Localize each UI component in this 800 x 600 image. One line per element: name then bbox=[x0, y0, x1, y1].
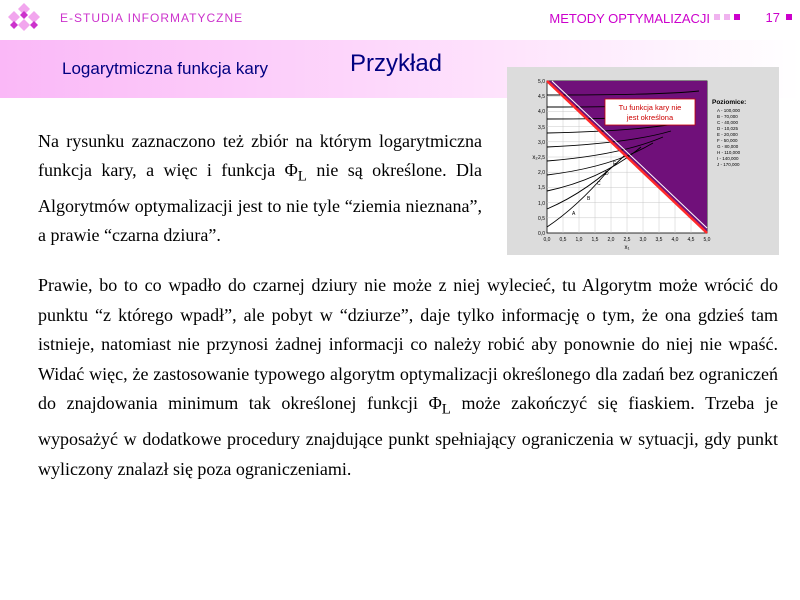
legend-entry: D - 10,025 bbox=[717, 126, 739, 131]
x-tick-label: 2,0 bbox=[607, 237, 615, 243]
legend-entry: J - 170,000 bbox=[717, 162, 740, 167]
contour-figure bbox=[507, 67, 779, 255]
y-tick-label: 2,0 bbox=[538, 170, 545, 176]
y-tick-label: 4,0 bbox=[538, 109, 545, 115]
y-tick-label: 1,5 bbox=[538, 185, 545, 191]
contour-plot bbox=[507, 67, 779, 255]
curve-letter: A bbox=[572, 211, 576, 217]
paragraph-intro-part2: nie są określone. Dla Algorytmów optymalizacji jest to nie tyle “ziemia nieznana”, a prawie “czarna dziura”. bbox=[38, 160, 482, 245]
legend-entry: G - 80,000 bbox=[717, 144, 739, 149]
y-tick-label: 3,5 bbox=[538, 125, 545, 131]
paragraph-main-part2: może zakończyć się fiaskiem. Trzeba je wyposażyć w dodatkowe procedury znajdujące punkt spełniający ograniczenia w sytuacji, gdy punkt wyliczony znalazł się poza ograniczeniami. bbox=[38, 393, 779, 479]
x-tick-label: 5,0 bbox=[703, 237, 711, 243]
x-tick-label: 0,0 bbox=[543, 237, 551, 243]
brand-name: E-STUDIA INFORMATYCZNE bbox=[60, 11, 244, 25]
slide-header bbox=[0, 0, 800, 40]
curve-letter: D bbox=[605, 171, 609, 177]
estudia-logo-icon bbox=[4, 2, 44, 36]
y-tick-label: 2,5 bbox=[538, 155, 545, 161]
y-tick-label: 0,0 bbox=[538, 231, 545, 237]
paragraph-main bbox=[38, 271, 778, 484]
page-number-dot bbox=[786, 14, 792, 20]
paragraph-main-part1: Prawie, bo to co wpadło do czarnej dziury nie może z niej wylecieć, tu Algorytm może wrócić do punktu “z którego wpadł”, ale pobyt w “dziurze”, daje tylko informację o tym, że ona gdzieś tam istnieje, natomiast nie przynosi żadnej informacji co należy robić aby ponownie do niej nie wpaść. Widać więc, że zastosowanie typowego algorytm optymalizacji określonego dla zadań bez ograniczeń do znajdowania minimum tak określonej funkcji Φ bbox=[38, 275, 778, 413]
x-axis-label: x₁ bbox=[624, 245, 630, 251]
legend-entry: H - 110,000 bbox=[717, 150, 741, 155]
slide-title: Przykład bbox=[350, 50, 443, 77]
y-tick-label: 3,0 bbox=[538, 140, 545, 146]
phi-subscript: L bbox=[297, 168, 307, 185]
legend-entry: A - 100,000 bbox=[717, 108, 741, 113]
legend-entry: C - 40,000 bbox=[717, 120, 739, 125]
x-tick-label: 3,5 bbox=[655, 237, 663, 243]
x-tick-label: 1,5 bbox=[591, 237, 599, 243]
page-number: 17 bbox=[765, 10, 780, 25]
y-tick-label: 5,0 bbox=[538, 79, 545, 85]
x-tick-label: 1,0 bbox=[575, 237, 583, 243]
course-title: METODY OPTYMALIZACJI bbox=[549, 11, 710, 26]
progress-dot bbox=[734, 14, 740, 20]
x-tick-label: 0,5 bbox=[559, 237, 567, 243]
curve-letter: C bbox=[597, 181, 601, 187]
y-axis-label: x₂ bbox=[532, 155, 538, 161]
paragraph-intro bbox=[38, 127, 482, 250]
x-tick-label: 4,0 bbox=[671, 237, 679, 243]
paragraph-intro-part1: Na rysunku zaznaczono też zbiór na którym logarytmiczna funkcja kary, a więc i funkcja Φ bbox=[38, 131, 482, 180]
legend-entry: I - 140,000 bbox=[717, 156, 739, 161]
x-tick-label: 4,5 bbox=[687, 237, 695, 243]
legend-entry: F - 50,000 bbox=[717, 138, 738, 143]
legend-entry: E - 20,000 bbox=[717, 132, 738, 137]
y-tick-label: 1,0 bbox=[538, 201, 545, 207]
curve-letter: E bbox=[613, 161, 617, 167]
progress-dot bbox=[724, 14, 730, 20]
annotation-line1: Tu funkcja kary nie bbox=[618, 103, 682, 112]
phi-subscript: L bbox=[441, 401, 451, 418]
y-tick-label: 4,5 bbox=[538, 94, 545, 100]
curve-letter: B bbox=[587, 196, 591, 202]
slide-subtitle: Logarytmiczna funkcja kary bbox=[62, 59, 268, 78]
annotation-line2: jest określona bbox=[626, 113, 674, 122]
x-tick-label: 2,5 bbox=[623, 237, 631, 243]
progress-dots bbox=[714, 14, 740, 20]
x-tick-label: 3,0 bbox=[639, 237, 647, 243]
progress-dot bbox=[714, 14, 720, 20]
legend-title: Poziomice: bbox=[712, 99, 747, 106]
y-tick-label: 0,5 bbox=[538, 216, 545, 222]
legend-entry: B - 70,000 bbox=[717, 114, 738, 119]
